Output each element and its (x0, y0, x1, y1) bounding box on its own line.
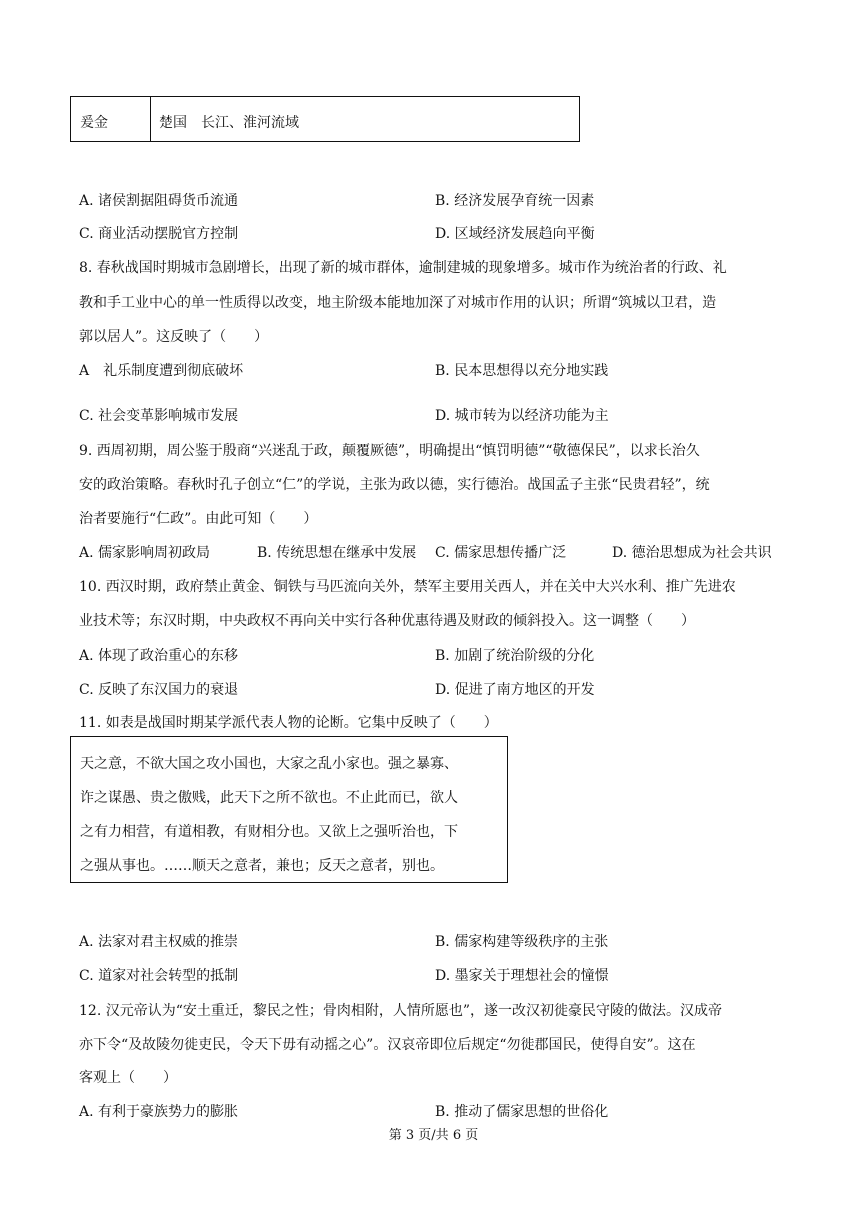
option-c: C. 社会变革影响城市发展 (79, 408, 239, 424)
question-8-line: 郭以居人”。这反映了（ ） (79, 329, 269, 345)
quote-box (70, 736, 508, 883)
question-12-line: 客观上（ ） (79, 1070, 177, 1086)
option-a: A 礼乐制度遭到彻底破坏 (79, 363, 244, 379)
option-c: C. 儒家思想传播广泛 (435, 545, 567, 561)
quote-line: 诈之谋愚、贵之傲贱，此天下之所不欲也。不止此而已，欲人 (80, 790, 458, 806)
question-9-line: 安的政治策略。春秋时孔子创立“仁”的学说，主张为政以德，实行德治。战国孟子主张“民贵君轻”，统 (79, 477, 710, 493)
option-a: A. 诸侯割据阻碍货币流通 (79, 193, 239, 209)
option-c: C. 道家对社会转型的抵制 (79, 968, 239, 984)
option-a: A. 儒家影响周初政局 (79, 545, 211, 561)
page-number: 第 3 页/共 6 页 (388, 1128, 479, 1143)
question-11-stem: 11. 如表是战国时期某学派代表人物的论断。它集中反映了（ ） (79, 715, 498, 731)
question-12-line: 亦下令“及故陵勿徙吏民，令天下毋有动摇之心”。汉哀帝即位后规定“勿徙郡国民，使得自安”。这在 (79, 1037, 696, 1053)
option-d: D. 德治思想成为社会共识 (612, 545, 772, 561)
table-cell (71, 97, 151, 141)
option-d: D. 促进了南方地区的开发 (435, 682, 595, 698)
option-a: A. 体现了政治重心的东移 (79, 648, 239, 664)
table-cell-text: 爰金 (80, 115, 108, 131)
top-table (70, 96, 580, 142)
option-b: B. 传统思想在继承中发展 (257, 545, 417, 561)
option-b: B. 儒家构建等级秩序的主张 (435, 934, 609, 950)
option-d: D. 区域经济发展趋向平衡 (435, 226, 595, 242)
option-d: D. 墨家关于理想社会的憧憬 (435, 968, 609, 984)
question-10-line: 业技术等；东汉时期，中央政权不再向关中实行各种优惠待遇及财政的倾斜投入。这一调整（ ） (79, 613, 695, 629)
option-a: A. 有利于豪族势力的膨胀 (79, 1104, 239, 1120)
question-10-line: 10. 西汉时期，政府禁止黄金、铜铁与马匹流向关外，禁军主要用关西人，并在关中大兴水利、推广先进农 (79, 579, 736, 595)
question-8-line: 8. 春秋战国时期城市急剧增长，出现了新的城市群体，逾制建城的现象增多。城市作为统治者的行政、礼 (79, 260, 727, 276)
option-b: B. 加剧了统治阶级的分化 (435, 648, 595, 664)
option-c: C. 商业活动摆脱官方控制 (79, 226, 239, 242)
option-c: C. 反映了东汉国力的衰退 (79, 682, 239, 698)
question-8-line: 教和手工业中心的单一性质得以改变，地主阶级本能地加深了对城市作用的认识；所谓“筑城以卫君，造 (79, 295, 717, 311)
question-12-line: 12. 汉元帝认为“安土重迁，黎民之性；骨肉相附，人情所愿也”，遂一改汉初徙豪民守陵的做法。汉成帝 (79, 1003, 723, 1019)
option-b: B. 民本思想得以充分地实践 (435, 363, 609, 379)
question-9-line: 治者要施行“仁政”。由此可知（ ） (79, 511, 318, 527)
quote-line: 之有力相营，有道相教，有财相分也。又欲上之强听治也，下 (80, 824, 458, 840)
option-b: B. 经济发展孕育统一因素 (435, 193, 595, 209)
quote-line: 天之意，不欲大国之攻小国也，大家之乱小家也。强之暴寡、 (80, 756, 458, 772)
option-a: A. 法家对君主权威的推崇 (79, 934, 239, 950)
option-b: B. 推动了儒家思想的世俗化 (435, 1104, 609, 1120)
option-d: D. 城市转为以经济功能为主 (435, 408, 609, 424)
quote-line: 之强从事也。……顺天之意者，兼也；反天之意者，别也。 (80, 858, 444, 874)
question-9-line: 9. 西周初期，周公鉴于殷商“兴迷乱于政，颠覆厥德”，明确提出“慎罚明德”“敬德保民”，以求长治久 (79, 443, 700, 459)
table-cell-text: 楚国 长江、淮河流域 (159, 115, 299, 131)
